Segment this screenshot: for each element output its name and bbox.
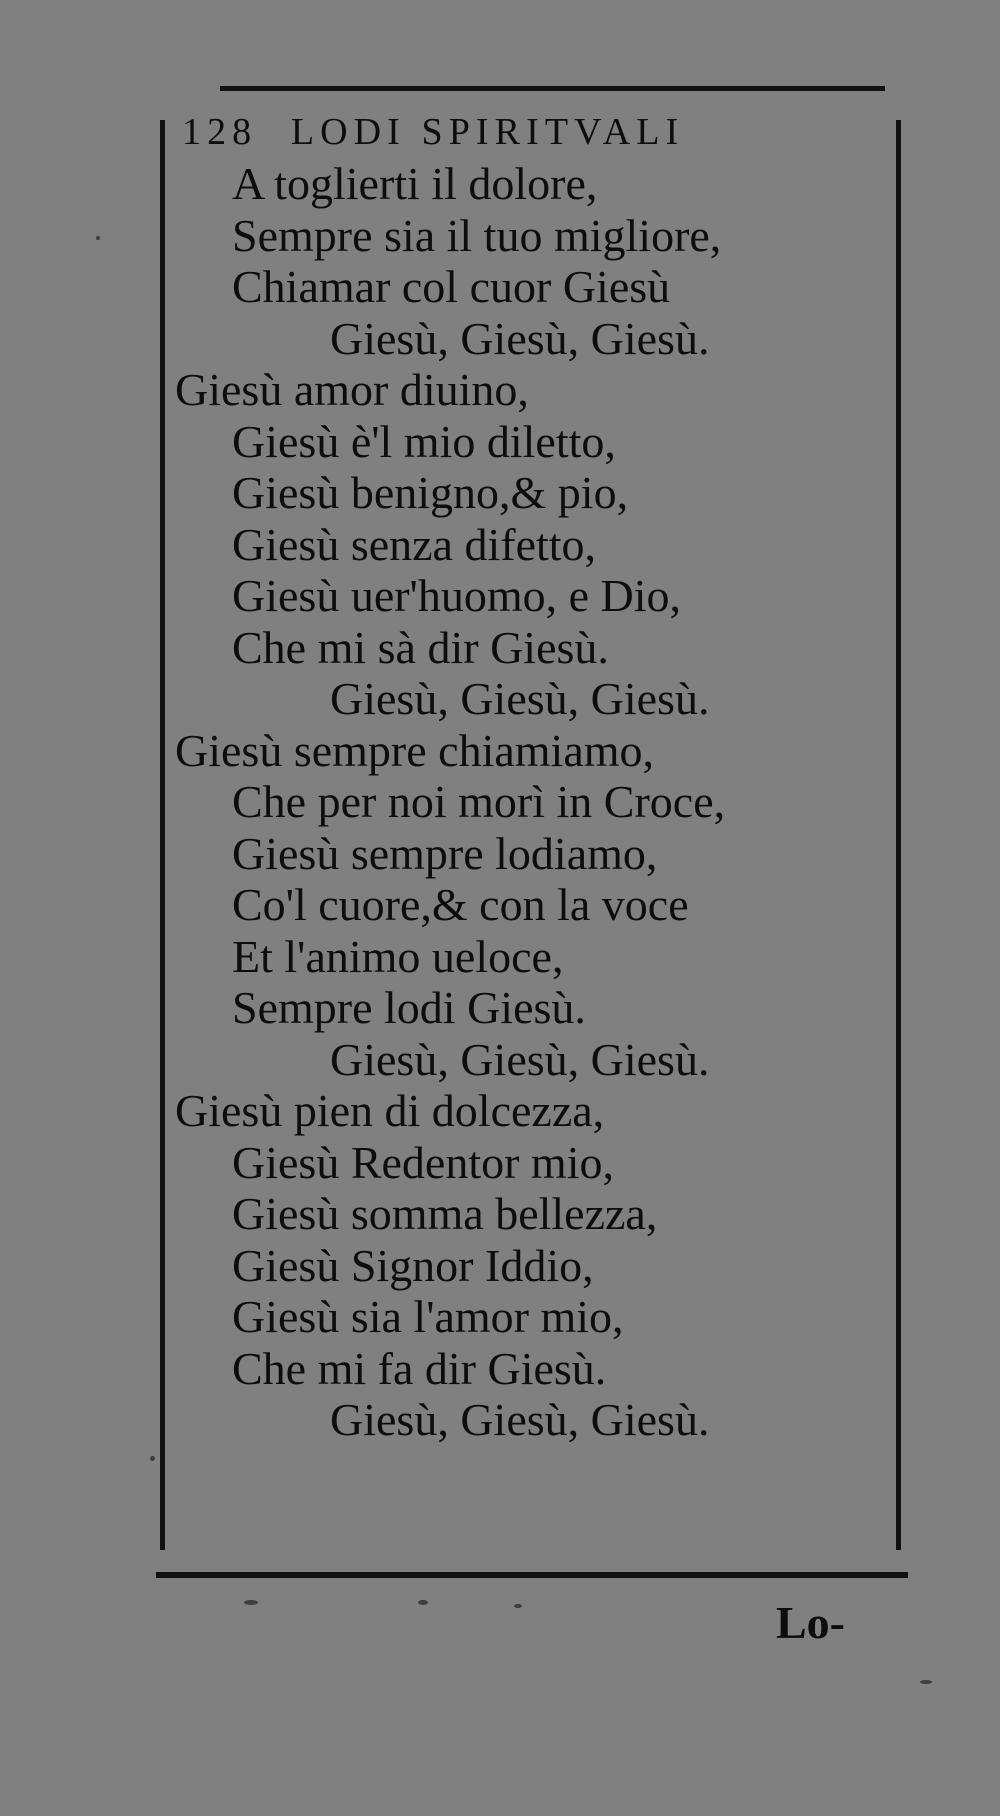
- ink-speck: [514, 1604, 522, 1608]
- verse-line: Giesù pien di dolcezza,: [175, 1085, 605, 1136]
- verse-line: Giesù è'l mio diletto,: [232, 415, 616, 467]
- verse-line: Giesù Signor Iddio,: [232, 1239, 594, 1291]
- refrain-line: Giesù, Giesù, Giesù.: [330, 312, 710, 364]
- ink-speck: [244, 1600, 258, 1605]
- ink-speck: [150, 1456, 155, 1461]
- verse-line: Che mi sà dir Giesù.: [232, 621, 609, 673]
- verse-line: Giesù sia l'amor mio,: [232, 1291, 624, 1342]
- running-header: [182, 110, 832, 160]
- verse-line: Sempre sia il tuo migliore,: [232, 209, 722, 261]
- bottom-rule: [156, 1572, 908, 1578]
- verse-line: Giesù benigno,& pio,: [232, 467, 629, 518]
- verse-line: Et l'animo ueloce,: [232, 930, 564, 982]
- ink-speck: [418, 1600, 428, 1605]
- ink-speck: [920, 1680, 932, 1684]
- right-border: [896, 120, 901, 1550]
- verse-line: Chiamar col cuor Giesù: [232, 261, 671, 312]
- catchword: Lo-: [776, 1597, 845, 1648]
- verse-line: Giesù sempre lodiamo,: [232, 827, 658, 879]
- verse-line: Che per noi morì in Croce,: [232, 776, 726, 827]
- left-border: [160, 120, 165, 1550]
- refrain-line: Giesù, Giesù, Giesù.: [330, 1033, 710, 1085]
- refrain-line: Giesù, Giesù, Giesù.: [330, 673, 710, 724]
- verse-line: Co'l cuore,& con la voce: [232, 879, 689, 930]
- verse-line: Giesù amor diuino,: [175, 364, 529, 415]
- verse-line: Giesù uer'huomo, e Dio,: [232, 570, 682, 621]
- verse-line: A toglierti il dolore,: [232, 158, 598, 209]
- verse-line: Giesù Redentor mio,: [232, 1136, 614, 1188]
- verse-line: Giesù senza difetto,: [232, 518, 597, 570]
- page-number: 128: [182, 111, 258, 153]
- refrain-line: Giesù, Giesù, Giesù.: [330, 1394, 710, 1445]
- running-title: LODI SPIRITVALI: [290, 111, 685, 153]
- verse-line: Sempre lodi Giesù.: [232, 982, 586, 1033]
- verse-line: Che mi fa dir Giesù.: [232, 1342, 607, 1394]
- verse-line: Giesù sempre chiamiamo,: [175, 724, 655, 776]
- verse-line: Giesù somma bellezza,: [232, 1188, 658, 1239]
- top-rule: [220, 86, 885, 91]
- ink-speck: [96, 236, 100, 240]
